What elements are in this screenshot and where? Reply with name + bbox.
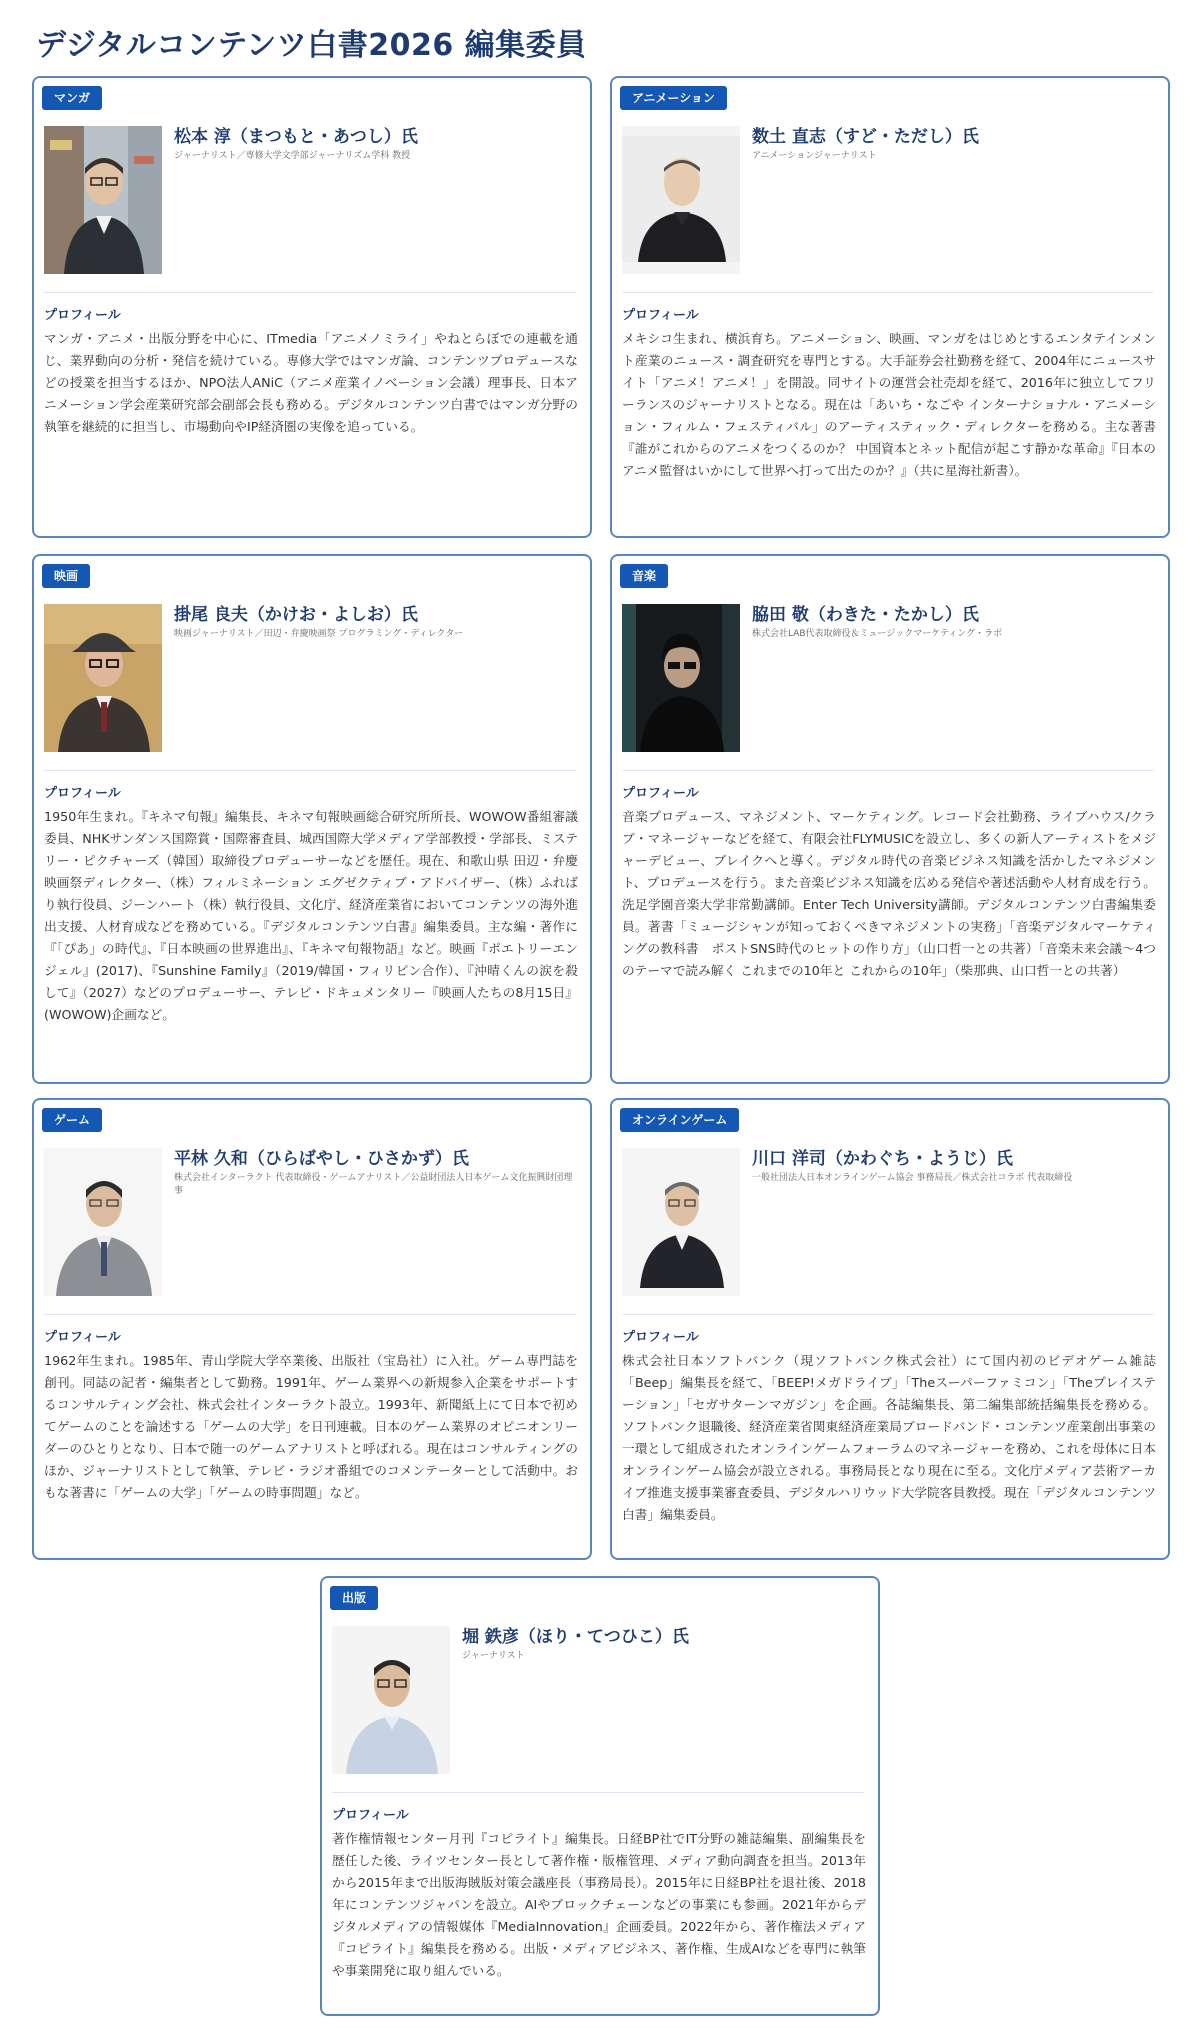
portrait-photo: [44, 126, 162, 274]
category-badge: アニメーション: [620, 86, 727, 110]
profile-label: プロフィール: [622, 1330, 699, 1345]
category-badge: マンガ: [42, 86, 102, 110]
member-bio: 著作権情報センター月刊『コピライト』編集長。日経BP社でIT分野の雑誌編集、副編集長を歴任した後、ライツセンター長として著作権・版権管理、メディア動向調査を担当。2013年から2015年まで出版海賊版対策会議座長（事務局長）。2015年に日経BP社を退社後、2018年にコンテンツジャパンを設立。AIやブロックチェーンなどの事業にも参画。2021年からデジタルメディアの情報媒体『MediaInnovation』企画委員。2022年から、著作権法メディア『コピライト』編集長を務める。出版・メディアビジネス、著作権、生成AIなどを専門に執筆や事業開発に取り組んでいる。: [332, 1831, 866, 1978]
portrait-photo: [622, 1148, 740, 1296]
portrait-photo: [44, 1148, 162, 1296]
profile-label: プロフィール: [332, 1808, 409, 1823]
category-badge: ゲーム: [42, 1108, 102, 1132]
member-name: 数土 直志（すど・ただし）氏: [752, 127, 979, 147]
member-name: 松本 淳（まつもと・あつし）氏: [174, 127, 418, 147]
category-badge: 映画: [42, 564, 90, 588]
divider: [622, 770, 1154, 771]
member-role: ジャーナリスト: [462, 1651, 525, 1661]
category-badge: オンラインゲーム: [620, 1108, 739, 1132]
member-card-online-game: [610, 1098, 1170, 1560]
divider: [44, 292, 576, 293]
profile-label: プロフィール: [44, 1330, 121, 1345]
member-role: 一般社団法人日本オンラインゲーム協会 事務局長／株式会社コラボ 代表取締役: [752, 1173, 1073, 1183]
category-badge: 音楽: [620, 564, 668, 588]
member-name: 平林 久和（ひらばやし・ひさかず）氏: [174, 1149, 469, 1169]
member-role: 映画ジャーナリスト／田辺・弁慶映画祭 プログラミング・ディレクター: [174, 629, 464, 639]
member-role: アニメーションジャーナリスト: [752, 151, 877, 161]
portrait-photo: [622, 604, 740, 752]
divider: [622, 292, 1154, 293]
profile-label: プロフィール: [44, 308, 121, 323]
member-card-manga: [32, 76, 592, 538]
member-card-animation: [610, 76, 1170, 538]
member-bio: 1962年生まれ。1985年、青山学院大学卒業後、出版社（宝島社）に入社。ゲーム専門誌を創刊。同誌の記者・編集者として勤務。1991年、ゲーム業界への新規参入企業をサポートするコンサルティング会社、株式会社インターラクト設立。1993年、新聞紙上にて日本で初めてゲームのことを論述する「ゲームの大学」を日刊連載。日本のゲーム業界のオピニオンリーダーのひとりとなり、日本で随一のゲームアナリストと呼ばれる。現在はコンサルティングのほか、ジャーナリストとして執筆、テレビ・ラジオ番組でのコメンテーターとして活動中。おもな著書に「ゲームの大学」「ゲームの時事問題」など。: [44, 1353, 578, 1500]
member-role: 株式会社インターラクト 代表取締役・ゲームアナリスト／公益財団法人日本ゲーム文化振興財団理事: [174, 1173, 573, 1196]
member-card-publishing: [320, 1576, 880, 2016]
member-name: 脇田 敬（わきた・たかし）氏: [752, 605, 979, 625]
portrait-photo: [44, 604, 162, 752]
member-name: 川口 洋司（かわぐち・ようじ）氏: [752, 1149, 1013, 1169]
divider: [622, 1314, 1154, 1315]
member-bio: マンガ・アニメ・出版分野を中心に、ITmedia「アニメノミライ」やねとらぼでの連載を通じ、業界動向の分析・発信を続けている。専修大学ではマンガ論、コンテンツプロデュースなどの授業を担当するほか、NPO法人ANiC（アニメ産業イノベーション会議）理事長、日本アニメーション学会産業研究部会副部会長も務める。デジタルコンテンツ白書ではマンガ分野の執筆を継続的に担当し、市場動向やIP経済圏の実像を追っている。: [44, 331, 578, 434]
member-card-game: [32, 1098, 592, 1560]
portrait-photo: [332, 1626, 450, 1774]
divider: [44, 770, 576, 771]
member-bio: 1950年生まれ。『キネマ旬報』編集長、キネマ旬報映画総合研究所所長、WOWOW番組審議委員、NHKサンダンス国際賞・国際審査員、城西国際大学メディア学部教授・学部長、ミステリー・ピクチャーズ（韓国）取締役プロデューサーなどを歴任。現在、和歌山県 田辺・弁慶映画祭ディレクター、（株）フィルミネーション エグゼクティブ・アドバイザー、（株）ふればり執行役員、ジーンハート（株）執行役員、文化庁、経済産業省においてコンテンツの海外進出支援、人材育成などを務めている。『デジタルコンテンツ白書』編集委員。主な編・著作に『「ぴあ」の時代』、『日本映画の世界進出』、『キネマ旬報物語』など。映画『ポエトリーエンジェル』(2017)、『Sunshine Family』（2019/韓国・フィリピン合作）、『沖晴くんの涙を殺して』（2027）などのプロデューサー、テレビ・ドキュメンタリー『映画人たちの8月15日』(WOWOW)企画など。: [44, 809, 578, 1022]
category-badge: 出版: [330, 1586, 378, 1610]
profile-label: プロフィール: [622, 786, 699, 801]
profile-label: プロフィール: [622, 308, 699, 323]
profile-label: プロフィール: [44, 786, 121, 801]
member-bio: メキシコ生まれ、横浜育ち。アニメーション、映画、マンガをはじめとするエンタテインメント産業のニュース・調査研究を専門とする。大手証券会社勤務を経て、2004年にニュースサイト「アニメ！アニメ！」を開設。同サイトの運営会社売却を経て、2016年に独立してフリーランスのジャーナリストとなる。現在は「あいち・なごや インターナショナル・アニメーション・フィルム・フェスティバル」のアーティスティック・ディレクターを務める。主な著書『誰がこれからのアニメをつくるのか？ 中国資本とネット配信が起こす静かな革命』『日本のアニメ監督はいかにして世界へ打って出たのか？』（共に星海社新書）。: [622, 331, 1156, 478]
page-title: デジタルコンテンツ白書2026 編集委員: [36, 28, 587, 63]
member-bio: 株式会社日本ソフトバンク（現ソフトバンク株式会社）にて国内初のビデオゲーム雑誌「Beep」編集長を経て、「BEEP!メガドライブ」「Theスーパーファミコン」「Theプレイステーション」「セガサターンマガジン」を企画。各誌編集長、第二編集部統括編集長を務める。ソフトバンク退職後、経済産業省関東経済産業局ブロードバンド・コンテンツ産業創出事業の一環として組成されたオンラインゲームフォーラムのマネージャーを務め、これを母体に日本オンラインゲーム協会が設立される。事務局長となり現在に至る。文化庁メディア芸術アーカイブ推進支援事業審査委員、デジタルハリウッド大学院客員教授。現在「デジタルコンテンツ白書」編集委員。: [622, 1353, 1156, 1522]
divider: [332, 1792, 864, 1793]
member-name: 堀 鉄彦（ほり・てつひこ）氏: [462, 1627, 689, 1647]
member-role: ジャーナリスト／専修大学文学部ジャーナリズム学科 教授: [174, 151, 411, 161]
portrait-photo: [622, 126, 740, 274]
member-card-music: [610, 554, 1170, 1084]
member-card-film: [32, 554, 592, 1084]
divider: [44, 1314, 576, 1315]
member-bio: 音楽プロデュース、マネジメント、マーケティング。レコード会社勤務、ライブハウス/クラブ・マネージャーなどを経て、有限会社FLYMUSICを設立し、多くの新人アーティストをメジャーデビュー、ブレイクへと導く。デジタル時代の音楽ビジネス知識を活かしたマネジメント、プロデュースを行う。また音楽ビジネス知識を広める発信や著述活動や人材育成を行う。洗足学園音楽大学非常勤講師。Enter Tech University講師。デジタルコンテンツ白書編集委員。著書「ミュージシャンが知っておくべきマネジメントの実務」「音楽デジタルマーケティングの教科書 ポストSNS時代のヒットの作り方」（山口哲一との共著）「音楽未来会議〜4つのテーマで読み解く これまでの10年と これからの10年」（柴那典、山口哲一との共著）: [622, 809, 1156, 978]
member-role: 株式会社LAB代表取締役＆ミュージックマーケティング・ラボ: [752, 629, 1003, 639]
member-name: 掛尾 良夫（かけお・よしお）氏: [174, 605, 418, 625]
